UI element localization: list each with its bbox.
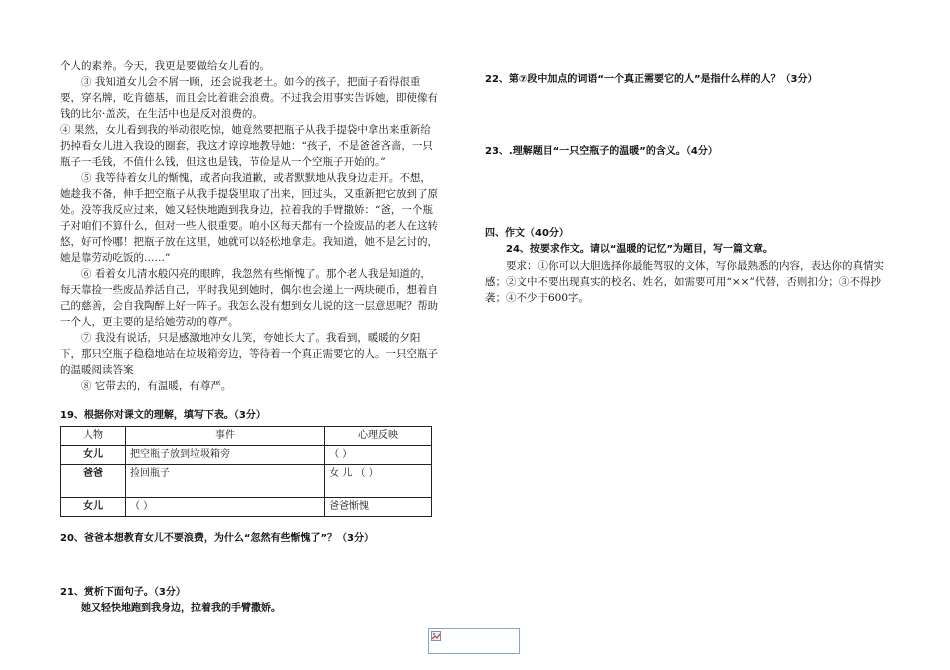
table-row [61, 465, 432, 498]
broken-image-icon [431, 631, 441, 641]
question-23: 23、.理解题目“一只空瓶子的温暖”的含义。（4分） [485, 146, 718, 157]
passage-paragraph-4: ④ 果然，女儿看到我的举动很吃惊，她竟然要把瓶子从我手提袋中拿出来重新给扔掉看女儿进入我设的圈套，我这才谆谆地教导她：“孩子，不是爸爸吝啬，一只瓶子一毛钱，不值什么钱，但这也是钱，节俭是从一个空瓶子开始的。” [60, 124, 433, 168]
table-cell: 女儿 [61, 446, 126, 465]
section-4-heading: 四、作文（40分） [485, 228, 569, 239]
table-header: 事件 [126, 427, 325, 446]
passage-paragraph-3: ③ 我知道女儿会不屑一顾，还会说我老土。如今的孩子，把面子看得很重要，穿名牌，吃肯德基，而且会比着谁会浪费。不过我会用事实告诉她，即使像有钱的比尔·盖茨，在生活中也是反对浪费的。 [60, 76, 438, 120]
question-19-table [60, 426, 432, 517]
table-header-row [61, 427, 432, 446]
answer-blank[interactable]: （ ） [126, 498, 325, 517]
question-19-title: 19、根据你对课文的理解，填写下表。（3分） [60, 410, 266, 421]
table-cell: 女儿 [61, 498, 126, 517]
passage-paragraph-5: ⑤ 我等待着女儿的惭愧，或者向我道歉，或者默默地从我身边走开。不想，她趁我不备，伸手把空瓶子从我手提袋里取了出来，回过头，又重新把它放到了原处。没等我反应过来，她又轻快地跑到我身边，拉着我的手臂撒娇：“爸，一个瓶子对咱们不算什么，但对一些人很重要。咱小区每天都有一个捡废品的老人在这转悠，好可怜哪！把瓶子放在这里，她就可以轻松地拿走。我知道，她不是乞讨的，她是靠劳动吃饭的……” [60, 172, 438, 264]
question-20: 20、爸爸本想教育女儿不要浪费，为什么“忽然有些惭愧了”？（3分） [60, 533, 375, 544]
table-header: 心理反映 [325, 427, 432, 446]
answer-blank[interactable]: （ ） [325, 446, 432, 465]
right-column [485, 72, 895, 306]
table-row [61, 498, 432, 517]
essay-requirements: 要求：①你可以大胆选择你最能驾驭的文体，写你最熟悉的内容，表达你的真情实感；②文中不要出现真实的校名、姓名，如需要可用“××”代替，否则扣分；③不得抄袭；④不少于600字。 [485, 260, 884, 304]
passage-paragraph-6: ⑥ 看着女儿清水般闪亮的眼眸，我忽然有些惭愧了。那个老人我是知道的，每天靠捡一些废品养活自己，平时我见到她时，偶尔也会递上一两块硬币，想着自己的慈善，会自我陶醉上好一阵子。我怎么没有想到女儿说的这一层意思呢？帮助一个人，更主要的是给她劳动的尊严。 [60, 268, 438, 328]
passage-paragraph-1: 个人的素养。今天，我更是要做给女儿看的。 [60, 60, 270, 72]
broken-image-placeholder [428, 628, 520, 654]
table-row [61, 446, 432, 465]
question-21-sentence: 她又轻快地跑到我身边，拉着我的手臂撒娇。 [81, 603, 281, 614]
table-cell: 把空瓶子放到垃圾箱旁 [126, 446, 325, 465]
table-cell: 爸爸 [61, 465, 126, 498]
table-cell: 爸爸惭愧 [325, 498, 432, 517]
passage-paragraph-8: ⑧ 它带去的，有温暖，有尊严。 [81, 380, 232, 392]
table-cell: 捡回瓶子 [126, 465, 325, 498]
left-column [60, 58, 440, 617]
question-22: 22、第⑦段中加点的词语“一个真正需要它的人”是指什么样的人？（3分） [485, 74, 818, 85]
passage-paragraph-7: ⑦ 我没有说话，只是感激地冲女儿笑，夸她长大了。我看到，暖暖的夕阳下，那只空瓶子稳稳地站在垃圾箱旁边，等待着一个真正需要它的人。一只空瓶子的温暖阅读答案 [60, 332, 438, 376]
question-24: 24、按要求作文。请以“温暖的记忆”为题目，写一篇文章。 [506, 244, 774, 255]
table-header: 人物 [61, 427, 126, 446]
question-21-title: 21、赏析下面句子。（3分） [60, 587, 186, 598]
answer-blank[interactable]: 女 儿 （ ） [325, 465, 432, 498]
